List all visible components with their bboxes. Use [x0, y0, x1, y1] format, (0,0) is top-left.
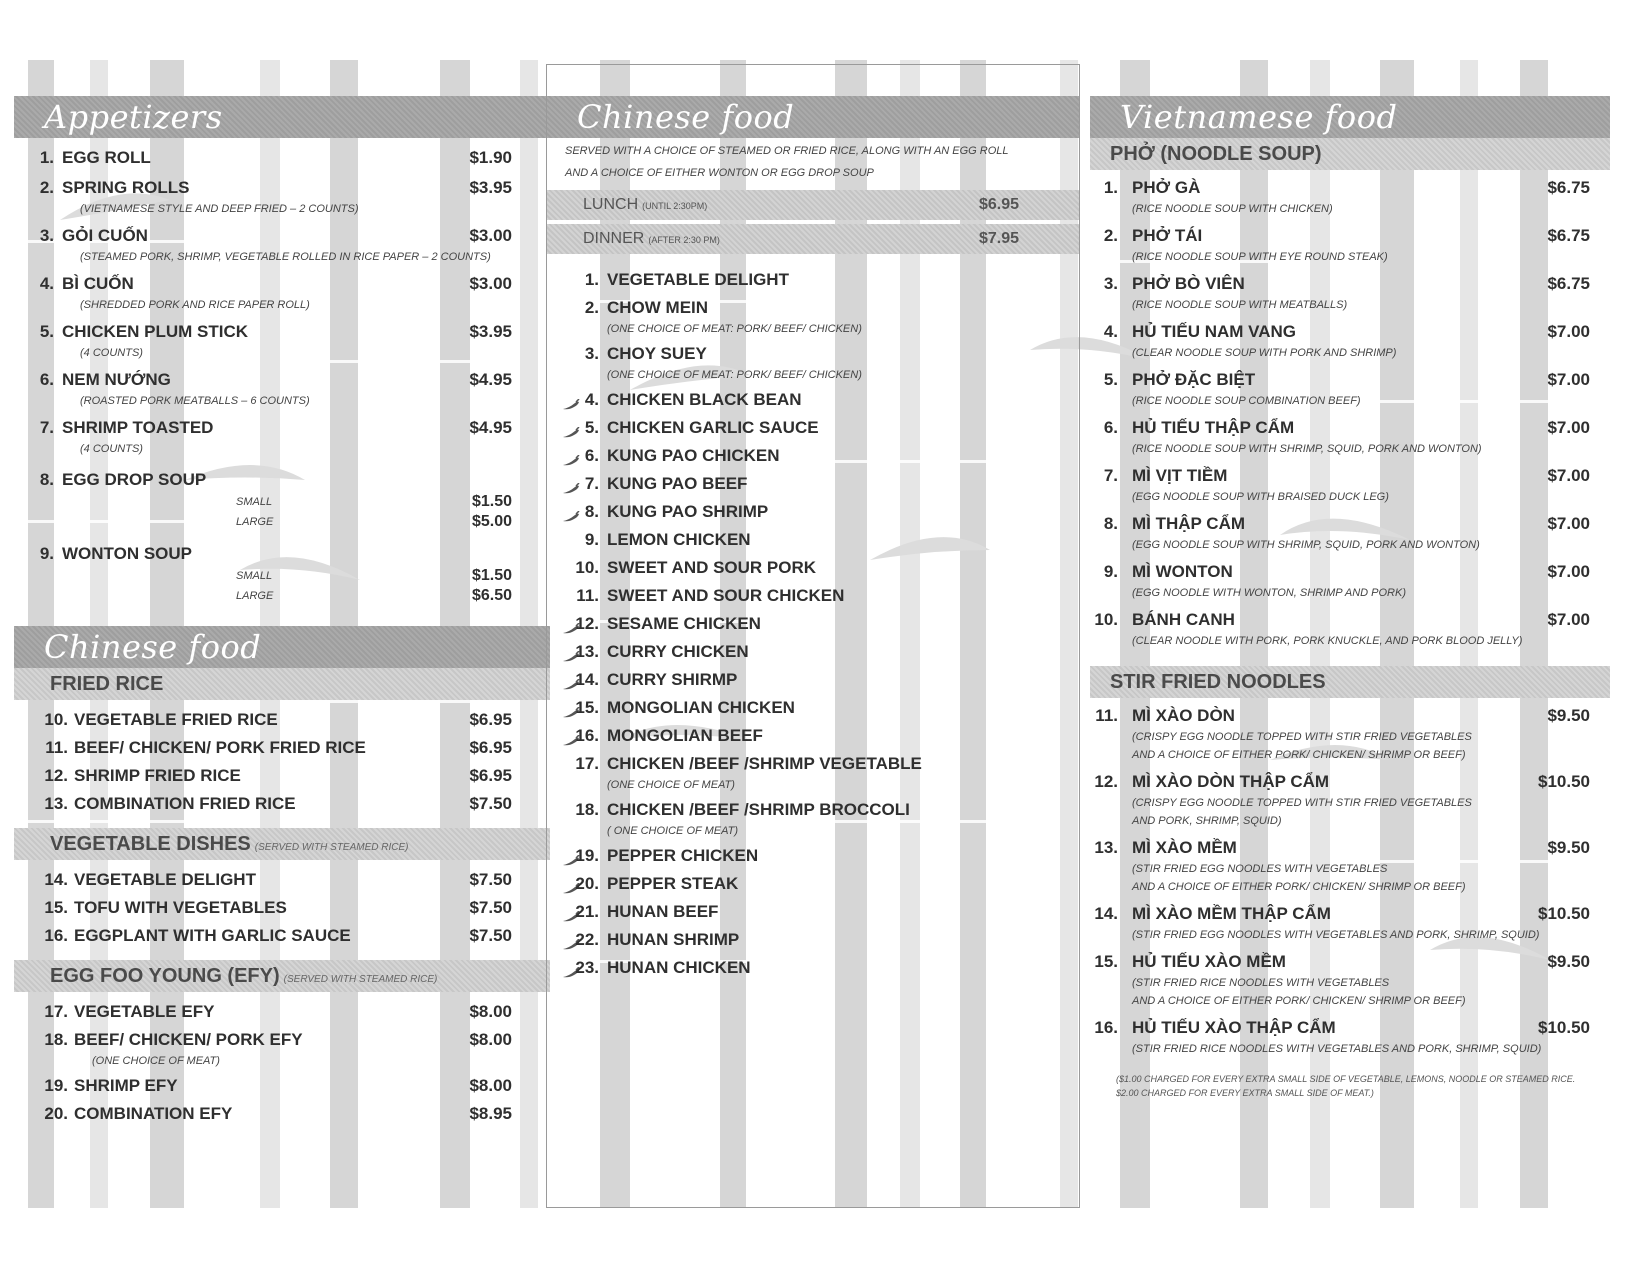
item-name: EGGPLANT WITH GARLIC SAUCE — [74, 926, 351, 945]
item-name: VEGETABLE DELIGHT — [607, 270, 789, 289]
item-description: (CLEAR NOODLE WITH PORK, PORK KNUCKLE, AND PORK BLOOD JELLY) — [1132, 635, 1523, 647]
item-name: PEPPER CHICKEN — [607, 846, 759, 865]
item-description: (4 COUNTS) — [80, 443, 143, 455]
item-name: CHICKEN GARLIC SAUCE — [607, 418, 819, 437]
size-price: $5.00 — [471, 513, 512, 530]
item-name: MÌ VỊT TIỀM — [1132, 466, 1228, 485]
item-number: 2. — [39, 178, 54, 197]
item-name: GỎI CUỐN — [62, 226, 148, 245]
item-name: MÌ XÀO MỀM — [1132, 838, 1237, 857]
section-items — [1090, 170, 1610, 654]
item-description: (RICE NOODLE SOUP WITH MEATBALLS) — [1132, 299, 1348, 311]
menu-item — [14, 1000, 512, 1024]
item-number: 4. — [584, 390, 599, 409]
item-name: CHICKEN /BEEF /SHRIMP VEGETABLE — [607, 754, 922, 773]
size-price: $6.50 — [471, 587, 512, 604]
menu-item — [1090, 464, 1590, 488]
item-price: $7.50 — [469, 870, 512, 889]
item-number: 15. — [44, 898, 68, 917]
menu-item — [1090, 704, 1590, 728]
item-name: SHRIMP TOASTED — [62, 418, 214, 437]
item-name: BÌ CUỐN — [62, 274, 134, 293]
item-name: CHICKEN PLUM STICK — [62, 322, 249, 341]
item-description: (STIR FRIED EGG NOODLES WITH VEGETABLES AND PORK, SHRIMP, SQUID) — [1132, 929, 1540, 941]
item-name: EGG ROLL — [62, 148, 151, 167]
item-number: 13. — [1094, 838, 1118, 857]
item-name: VEGETABLE FRIED RICE — [74, 710, 278, 729]
item-number: 6. — [584, 446, 599, 465]
item-price: $3.95 — [469, 178, 512, 197]
item-price: $10.50 — [1538, 772, 1590, 791]
item-number: 17. — [44, 1002, 68, 1021]
middle-column — [546, 64, 1080, 1208]
menu-item — [563, 928, 1059, 952]
item-name: MÌ XÀO DÒN — [1132, 706, 1235, 725]
item-name: NEM NƯỚNG — [62, 370, 171, 389]
item-number: 16. — [1094, 1018, 1118, 1037]
item-price: $1.90 — [469, 148, 512, 167]
item-name: HUNAN SHRIMP — [607, 930, 740, 949]
item-number: 18. — [44, 1030, 68, 1049]
menu-item — [14, 764, 512, 788]
section-header — [14, 960, 550, 992]
menu-item — [1090, 272, 1590, 296]
item-name: HỦ TIẾU THẬP CẨM — [1132, 418, 1295, 437]
item-price: $6.95 — [469, 710, 512, 729]
section-header — [14, 668, 550, 700]
menu-item — [563, 528, 1059, 552]
menu-item — [563, 388, 1059, 412]
item-price: $6.95 — [469, 766, 512, 785]
item-number: 6. — [39, 370, 54, 389]
menu-item — [14, 1028, 512, 1052]
item-name: MÌ THẬP CẨM — [1132, 514, 1246, 533]
item-price: $7.00 — [1547, 466, 1590, 485]
item-price: $3.95 — [469, 322, 512, 341]
item-number: 16. — [575, 726, 599, 745]
menu-item — [563, 444, 1059, 468]
size-option — [14, 566, 512, 586]
section-items — [14, 992, 550, 1130]
menu-item — [14, 146, 512, 170]
item-number: 17. — [575, 754, 599, 773]
menu-item — [1090, 608, 1590, 632]
item-name: CHICKEN BLACK BEAN — [607, 390, 802, 409]
item-name: SESAME CHICKEN — [607, 614, 761, 633]
size-label: LARGE — [236, 590, 274, 602]
item-price: $8.00 — [469, 1002, 512, 1021]
menu-item — [563, 724, 1059, 748]
footnote-line-2: $2.00 CHARGED FOR EVERY EXTRA SMALL SIDE OF MEAT.) — [1116, 1088, 1374, 1098]
size-label: SMALL — [236, 570, 273, 582]
item-number: 14. — [1094, 904, 1118, 923]
item-name: SHRIMP FRIED RICE — [74, 766, 241, 785]
menu-item — [563, 416, 1059, 440]
item-name: MONGOLIAN BEEF — [607, 726, 763, 745]
item-name: CHICKEN /BEEF /SHRIMP BROCCOLI — [607, 800, 910, 819]
item-price: $7.50 — [469, 926, 512, 945]
menu-item — [1090, 836, 1590, 860]
item-number: 3. — [584, 344, 599, 363]
menu-item — [14, 368, 512, 392]
item-number: 2. — [584, 298, 599, 317]
item-name: PEPPER STEAK — [607, 874, 739, 893]
item-description: (CRISPY EGG NOODLE TOPPED WITH STIR FRIED VEGETABLES — [1132, 731, 1472, 743]
item-price: $7.50 — [469, 898, 512, 917]
item-price: $9.50 — [1547, 838, 1590, 857]
item-number: 7. — [584, 474, 599, 493]
menu-item — [14, 416, 512, 440]
item-name: BÁNH CANH — [1132, 610, 1235, 629]
item-price: $10.50 — [1538, 1018, 1590, 1037]
item-number: 10. — [575, 558, 599, 577]
item-price: $7.00 — [1547, 610, 1590, 629]
item-number: 22. — [575, 930, 599, 949]
menu-item — [1090, 950, 1590, 974]
menu-item — [1090, 368, 1590, 392]
item-price: $3.00 — [469, 274, 512, 293]
menu-item — [1090, 416, 1590, 440]
item-price: $7.00 — [1547, 322, 1590, 341]
item-name: COMBINATION EFY — [74, 1104, 233, 1123]
menu-item — [14, 468, 512, 492]
menu-item — [14, 736, 512, 760]
menu-item — [14, 924, 512, 948]
item-name: EGG DROP SOUP — [62, 470, 207, 489]
lunch-price: $6.95 — [978, 196, 1019, 213]
menu-item — [563, 798, 1059, 822]
item-number: 16. — [44, 926, 68, 945]
item-description: (STIR FRIED RICE NOODLES WITH VEGETABLES AND PORK, SHRIMP, SQUID) — [1132, 1043, 1542, 1055]
menu-item — [563, 668, 1059, 692]
item-number: 10. — [44, 710, 68, 729]
menu-item — [14, 320, 512, 344]
item-number: 9. — [584, 530, 599, 549]
item-description: ( ONE CHOICE OF MEAT) — [607, 825, 738, 837]
chinese-mid-list — [547, 254, 1079, 980]
item-description: (STIR FRIED RICE NOODLES WITH VEGETABLES — [1132, 977, 1390, 989]
item-description: (CRISPY EGG NOODLE TOPPED WITH STIR FRIED VEGETABLES — [1132, 797, 1472, 809]
item-number: 8. — [584, 502, 599, 521]
item-price: $4.95 — [469, 370, 512, 389]
item-number: 5. — [39, 322, 54, 341]
item-number: 19. — [44, 1076, 68, 1095]
item-name: KUNG PAO BEEF — [607, 474, 748, 493]
item-price: $7.00 — [1547, 370, 1590, 389]
item-name: CURRY SHIRMP — [607, 670, 738, 689]
item-name: MONGOLIAN CHICKEN — [607, 698, 795, 717]
item-description: (ROASTED PORK MEATBALLS – 6 COUNTS) — [80, 395, 310, 407]
item-name: KUNG PAO CHICKEN — [607, 446, 780, 465]
item-number: 4. — [1103, 322, 1118, 341]
item-number: 12. — [44, 766, 68, 785]
appetizers-title: Appetizers — [14, 96, 550, 138]
item-name: COMBINATION FRIED RICE — [74, 794, 296, 813]
item-name: HỦ TIẾU XÀO MỀM — [1132, 952, 1286, 971]
size-label: SMALL — [236, 496, 273, 508]
menu-item — [14, 272, 512, 296]
item-description: (STEAMED PORK, SHRIMP, VEGETABLE ROLLED IN RICE PAPER – 2 COUNTS) — [80, 251, 491, 263]
menu-item — [563, 296, 1059, 320]
menu-item — [563, 612, 1059, 636]
item-price: $8.95 — [469, 1104, 512, 1123]
item-name: MÌ WONTON — [1132, 562, 1233, 581]
item-price: $3.00 — [469, 226, 512, 245]
footnote-line-1: ($1.00 CHARGED FOR EVERY EXTRA SMALL SIDE OF VEGETABLE, LEMONS, NOODLE OR STEAMED RICE. — [1116, 1074, 1576, 1084]
item-name: MÌ XÀO MỀM THẬP CẨM — [1132, 904, 1331, 923]
item-name: SHRIMP EFY — [74, 1076, 178, 1095]
menu-item — [563, 844, 1059, 868]
item-name: SPRING ROLLS — [62, 178, 190, 197]
item-description: (SHREDDED PORK AND RICE PAPER ROLL) — [80, 299, 310, 311]
menu-item — [1090, 770, 1590, 794]
menu-item — [14, 1074, 512, 1098]
item-name: VEGETABLE DELIGHT — [74, 870, 256, 889]
dinner-price-row — [547, 224, 1079, 254]
section-header — [14, 828, 550, 860]
intro-line-2: AND A CHOICE OF EITHER WONTON OR EGG DROP SOUP — [565, 167, 874, 179]
item-name: MÌ XÀO DÒN THẬP CẨM — [1132, 772, 1330, 791]
item-description: (ONE CHOICE OF MEAT: PORK/ BEEF/ CHICKEN) — [607, 323, 862, 335]
item-name: LEMON CHICKEN — [607, 530, 751, 549]
item-number: 13. — [575, 642, 599, 661]
item-price: $4.95 — [469, 418, 512, 437]
section-items — [1090, 698, 1610, 1062]
section-note: (SERVED WITH STEAMED RICE) — [283, 974, 438, 985]
item-name: HUNAN CHICKEN — [607, 958, 751, 977]
item-price: $6.75 — [1547, 178, 1590, 197]
item-number: 21. — [575, 902, 599, 921]
menu-item — [14, 868, 512, 892]
item-name: PHỞ BÒ VIÊN — [1132, 274, 1245, 293]
item-description: (EGG NOODLE SOUP WITH BRAISED DUCK LEG) — [1132, 491, 1389, 503]
vietnamese-sections — [1090, 138, 1610, 1062]
menu-item — [14, 896, 512, 920]
item-price: $9.50 — [1547, 706, 1590, 725]
item-description: (RICE NOODLE SOUP COMBINATION BEEF) — [1132, 395, 1361, 407]
item-price: $7.50 — [469, 794, 512, 813]
item-description: (VIETNAMESE STYLE AND DEEP FRIED – 2 COUNTS) — [80, 203, 359, 215]
menu-item — [563, 696, 1059, 720]
menu-item — [1090, 320, 1590, 344]
item-name: PHỞ GÀ — [1132, 178, 1201, 197]
menu-item — [1090, 1016, 1590, 1040]
item-number: 1. — [584, 270, 599, 289]
menu-item — [563, 500, 1059, 524]
item-description-continued: AND A CHOICE OF EITHER PORK/ CHICKEN/ SHRIMP OR BEEF) — [1132, 995, 1466, 1007]
menu-item — [14, 708, 512, 732]
item-name: SWEET AND SOUR PORK — [607, 558, 817, 577]
section-title: EGG FOO YOUNG (EFY) — [50, 965, 280, 987]
menu-item — [1090, 512, 1590, 536]
section-title: FRIED RICE — [50, 673, 164, 695]
item-number: 5. — [584, 418, 599, 437]
lunch-label: LUNCH (UNTIL 2:30PM) — [583, 196, 708, 213]
chinese-food-mid-title: Chinese food — [547, 96, 1079, 138]
item-number: 3. — [39, 226, 54, 245]
item-name: HỦ TIẾU NAM VANG — [1132, 322, 1297, 341]
menu-item — [14, 792, 512, 816]
item-name: VEGETABLE EFY — [74, 1002, 215, 1021]
item-description: (EGG NOODLE SOUP WITH SHRIMP, SQUID, PORK AND WONTON) — [1132, 539, 1480, 551]
intro-line-1: SERVED WITH A CHOICE OF STEAMED OR FRIED RICE, ALONG WITH AN EGG ROLL — [565, 145, 1009, 157]
menu-item — [563, 956, 1059, 980]
item-number: 1. — [39, 148, 54, 167]
item-price: $9.50 — [1547, 952, 1590, 971]
item-name: HỦ TIẾU XÀO THẬP CẨM — [1132, 1018, 1336, 1037]
item-price: $7.00 — [1547, 418, 1590, 437]
item-name: SWEET AND SOUR CHICKEN — [607, 586, 845, 605]
item-price: $6.75 — [1547, 226, 1590, 245]
item-name: TOFU WITH VEGETABLES — [74, 898, 287, 917]
item-number: 11. — [576, 586, 599, 605]
item-number: 15. — [1094, 952, 1118, 971]
item-description-continued: AND PORK, SHRIMP, SQUID) — [1132, 815, 1282, 827]
item-name: CHOY SUEY — [607, 344, 707, 363]
item-number: 1. — [1103, 178, 1118, 197]
item-number: 13. — [44, 794, 68, 813]
item-name: WONTON SOUP — [62, 544, 193, 563]
chinese-intro — [547, 138, 1079, 186]
item-number: 12. — [1094, 772, 1118, 791]
item-number: 18. — [575, 800, 599, 819]
item-description: (ONE CHOICE OF MEAT: PORK/ BEEF/ CHICKEN) — [607, 369, 862, 381]
item-description: (RICE NOODLE SOUP WITH CHICKEN) — [1132, 203, 1333, 215]
menu-item — [1090, 560, 1590, 584]
item-number: 11. — [1095, 706, 1118, 725]
item-number: 20. — [575, 874, 599, 893]
item-description-continued: AND A CHOICE OF EITHER PORK/ CHICKEN/ SHRIMP OR BEEF) — [1132, 881, 1466, 893]
item-number: 9. — [1103, 562, 1118, 581]
menu-item — [563, 268, 1059, 292]
item-description: (4 COUNTS) — [80, 347, 143, 359]
menu-item — [1090, 224, 1590, 248]
item-number: 19. — [575, 846, 599, 865]
item-description-continued: AND A CHOICE OF EITHER PORK/ CHICKEN/ SHRIMP OR BEEF) — [1132, 749, 1466, 761]
menu-item — [563, 472, 1059, 496]
item-price: $7.00 — [1547, 514, 1590, 533]
item-number: 9. — [39, 544, 54, 563]
item-price: $10.50 — [1538, 904, 1590, 923]
lunch-price-row — [547, 190, 1079, 220]
item-number: 7. — [1103, 466, 1118, 485]
menu-item — [563, 556, 1059, 580]
item-number: 6. — [1103, 418, 1118, 437]
item-description: (EGG NOODLE WITH WONTON, SHRIMP AND PORK) — [1132, 587, 1406, 599]
item-description: (RICE NOODLE SOUP WITH SHRIMP, SQUID, PORK AND WONTON) — [1132, 443, 1482, 455]
chinese-left-sections — [14, 668, 550, 1130]
menu-item — [563, 752, 1059, 776]
right-column — [1090, 96, 1610, 1100]
menu-item — [563, 640, 1059, 664]
item-price: $7.00 — [1547, 562, 1590, 581]
item-name: CURRY CHICKEN — [607, 642, 749, 661]
item-number: 14. — [575, 670, 599, 689]
menu-item — [563, 342, 1059, 366]
item-name: CHOW MEIN — [607, 298, 709, 317]
vietnamese-food-title: Vietnamese food — [1090, 96, 1610, 138]
item-price: $8.00 — [469, 1076, 512, 1095]
menu-item — [1090, 176, 1590, 200]
item-description: (RICE NOODLE SOUP WITH EYE ROUND STEAK) — [1132, 251, 1388, 263]
item-description: (STIR FRIED EGG NOODLES WITH VEGETABLES — [1132, 863, 1388, 875]
menu-item — [14, 1102, 512, 1126]
item-number: 3. — [1103, 274, 1118, 293]
menu-item — [14, 224, 512, 248]
item-number: 8. — [1103, 514, 1118, 533]
item-name: PHỞ ĐẶC BIỆT — [1132, 370, 1256, 389]
size-option — [14, 512, 512, 532]
item-number: 11. — [45, 738, 68, 757]
item-number: 10. — [1094, 610, 1118, 629]
item-number: 5. — [1103, 370, 1118, 389]
size-price: $1.50 — [471, 567, 512, 584]
item-number: 23. — [575, 958, 599, 977]
item-name: KUNG PAO SHRIMP — [607, 502, 769, 521]
item-number: 14. — [44, 870, 68, 889]
section-note: (SERVED WITH STEAMED RICE) — [254, 842, 409, 853]
dinner-label: DINNER (AFTER 2:30 PM) — [583, 230, 720, 247]
item-number: 2. — [1103, 226, 1118, 245]
item-price: $6.95 — [469, 738, 512, 757]
item-description: (CLEAR NOODLE SOUP WITH PORK AND SHRIMP) — [1132, 347, 1397, 359]
section-title: VEGETABLE DISHES — [50, 833, 251, 855]
size-option — [14, 586, 512, 606]
item-number: 8. — [39, 470, 54, 489]
item-name: PHỞ TÁI — [1132, 226, 1203, 245]
size-label: LARGE — [236, 516, 274, 528]
section-header: PHỞ (NOODLE SOUP) — [1090, 138, 1610, 170]
section-items — [14, 860, 550, 952]
size-option — [14, 492, 512, 512]
item-description: (ONE CHOICE OF MEAT) — [607, 779, 735, 791]
item-number: 4. — [39, 274, 54, 293]
menu-item — [563, 872, 1059, 896]
item-name: BEEF/ CHICKEN/ PORK EFY — [74, 1030, 303, 1049]
section-items — [14, 700, 550, 820]
item-price: $6.75 — [1547, 274, 1590, 293]
item-name: BEEF/ CHICKEN/ PORK FRIED RICE — [74, 738, 366, 757]
item-number: 7. — [39, 418, 54, 437]
menu-item — [14, 176, 512, 200]
footnote — [1090, 1062, 1610, 1100]
chinese-food-left-title: Chinese food — [14, 626, 550, 668]
left-column — [14, 96, 550, 1130]
menu-item — [563, 584, 1059, 608]
item-number: 12. — [575, 614, 599, 633]
section-header: STIR FRIED NOODLES — [1090, 666, 1610, 698]
item-number: 15. — [575, 698, 599, 717]
menu-item — [1090, 902, 1590, 926]
item-description: (ONE CHOICE OF MEAT) — [92, 1055, 220, 1067]
appetizer-list — [14, 138, 550, 614]
item-number: 20. — [44, 1104, 68, 1123]
item-price: $8.00 — [469, 1030, 512, 1049]
size-price: $1.50 — [471, 493, 512, 510]
menu-item — [563, 900, 1059, 924]
menu-item — [14, 542, 512, 566]
item-name: HUNAN BEEF — [607, 902, 719, 921]
dinner-price: $7.95 — [978, 230, 1019, 247]
